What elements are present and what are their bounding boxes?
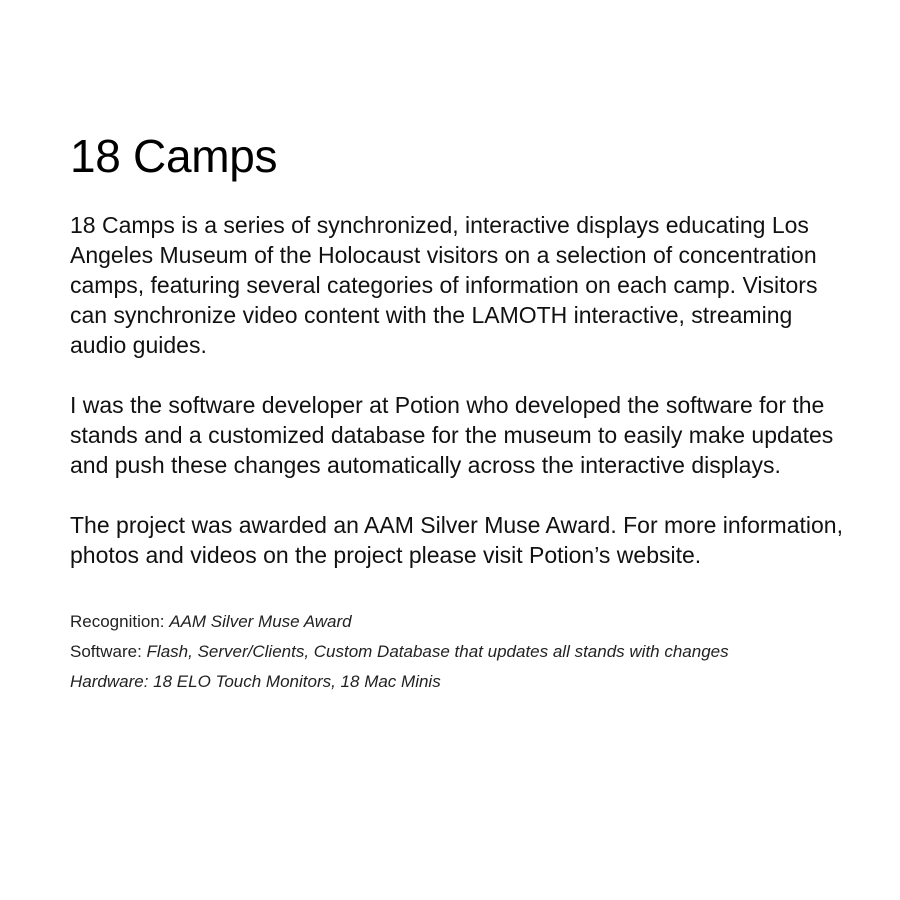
role-paragraph: I was the software developer at Potion who developed the software for the stands and a customized database for the museum to easily make updates and push these changes automatically across the interactive displays. — [70, 392, 834, 478]
recognition-value: AAM Silver Muse Award — [169, 612, 352, 631]
project-article — [70, 128, 850, 697]
recognition-row — [70, 607, 850, 637]
software-row — [70, 637, 850, 667]
software-label: Software: — [70, 642, 147, 661]
hardware-row — [70, 667, 850, 697]
recognition-label: Recognition: — [70, 612, 170, 631]
page-title: 18 Camps — [70, 130, 278, 182]
description-paragraph: 18 Camps is a series of synchronized, interactive displays educating Los Angeles Museum of the Holocaust visitors on a selection of concentration camps, featuring several categories of information on each camp. Visitors can synchronize video content with the LAMOTH interactive, streaming audio guides. — [70, 212, 818, 358]
software-value: Flash, Server/Clients, Custom Database that updates all stands with changes — [146, 642, 729, 661]
project-details — [70, 607, 850, 697]
hardware-text: Hardware: 18 ELO Touch Monitors, 18 Mac Minis — [70, 672, 441, 691]
award-paragraph: The project was awarded an AAM Silver Muse Award. For more information, photos and videos on the project please visit Potion’s website. — [70, 512, 843, 568]
